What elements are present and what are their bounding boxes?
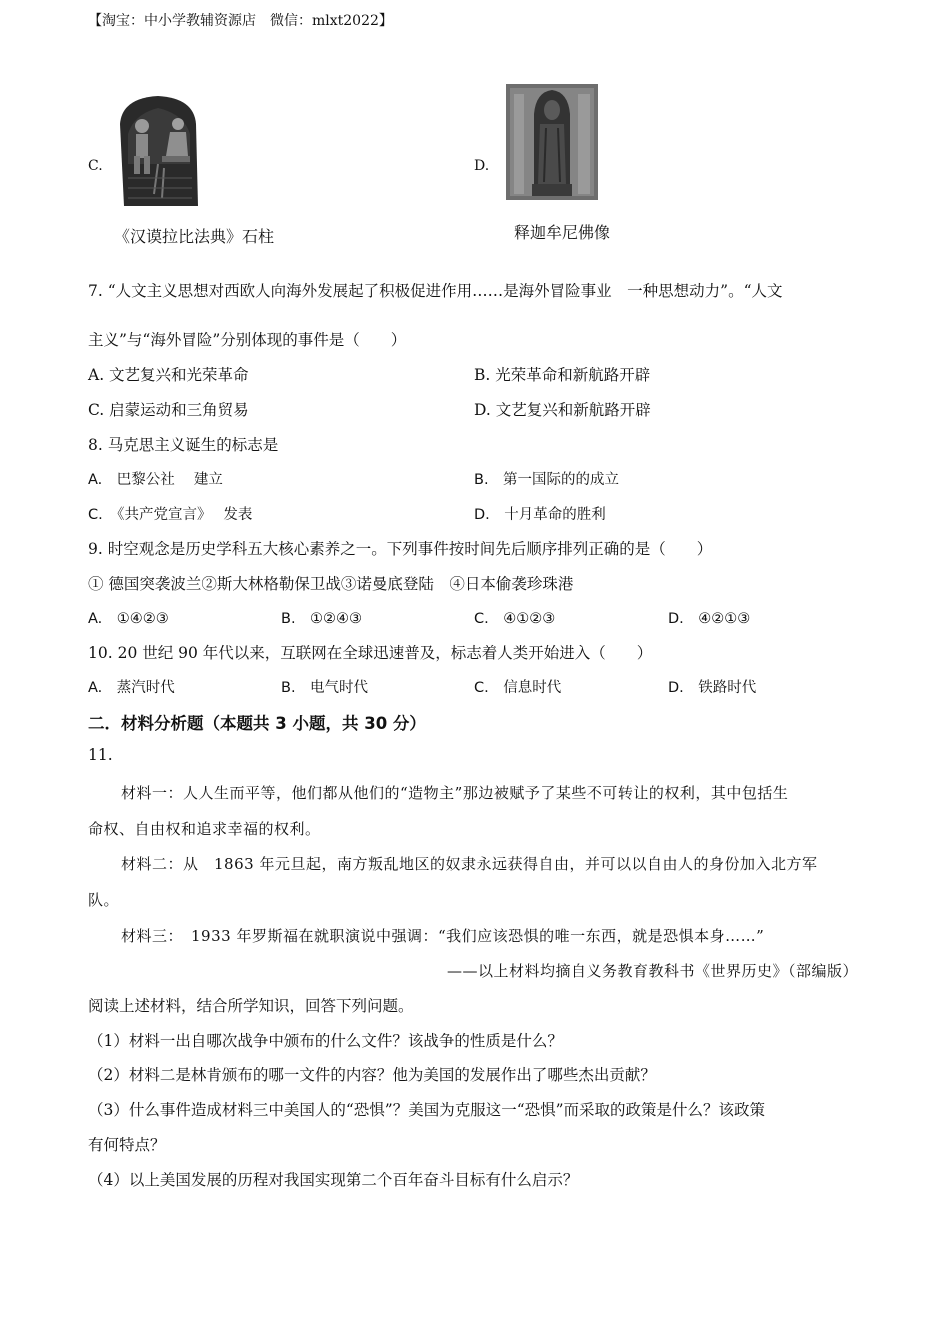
q8-option-c: C. 《共产党宣言》 发表 (88, 507, 253, 523)
sub-question-1: （1）材料一出自哪次战争中颁布的什么文件？该战争的性质是什么？ (88, 1032, 563, 1050)
hammurabi-caption: 《汉谟拉比法典》石柱 (114, 227, 275, 246)
q10-stem: 10. 20 世纪 90 年代以来，互联网在全球迅速普及，标志着人类开始进入（ ） (88, 644, 653, 662)
q8-option-d: D. 十月革命的胜利 (474, 507, 606, 523)
buddha-caption: 释迦牟尼佛像 (514, 223, 611, 242)
q8-option-a: A. 巴黎公社 建立 (88, 472, 223, 488)
q9-option-a: A. ①④②③ (88, 611, 169, 627)
sub-question-2: （2）材料二是林肯颁布的哪一文件的内容？他为美国的发展作出了哪些杰出贡献？ (88, 1066, 656, 1084)
sub-question-3-line2: 有何特点？ (88, 1136, 166, 1154)
q8-option-b: B. 第一国际的的成立 (474, 472, 620, 488)
material1-line1: 材料一：人人生而平等，他们都从他们的“造物主”那边被赋予了某些不可转让的权利，其中包括生 (121, 784, 789, 802)
q8-stem: 8. 马克思主义诞生的标志是 (88, 436, 279, 454)
q7-stem-line1: 7. “人文主义思想对西欧人向海外发展起了积极促进作用……是海外冒险事业 一种思想动力”。“人文 (88, 282, 783, 300)
sub-question-4: （4）以上美国发展的历程对我国实现第二个百年奋斗目标有什么启示？ (88, 1171, 579, 1189)
q7-option-b: B. 光荣革命和新航路开辟 (474, 366, 651, 384)
buddha-statue-image (506, 84, 598, 200)
option-c-label: C. (88, 158, 103, 174)
material2-line2: 队。 (88, 891, 120, 909)
instruction: 阅读上述材料，结合所学知识，回答下列问题。 (88, 997, 414, 1015)
hammurabi-stele-image (114, 94, 202, 206)
q11-number: 11. (88, 746, 113, 764)
q9-events: ① 德国突袭波兰②斯大林格勒保卫战③诺曼底登陆 ④日本偷袭珍珠港 (88, 575, 574, 593)
q10-option-c: C. 信息时代 (474, 680, 562, 696)
q10-option-a: A. 蒸汽时代 (88, 680, 175, 696)
material2-line1: 材料二：从 1863 年元旦起，南方叛乱地区的奴隶永远获得自由，并可以以自由人的身份加入北方军 (121, 855, 818, 873)
q9-option-b: B. ①②④③ (281, 611, 363, 627)
material3: 材料三： 1933 年罗斯福在就职演说中强调：“我们应该恐惧的唯一东西，就是恐惧本身……” (121, 927, 765, 945)
q9-stem: 9. 时空观念是历史学科五大核心素养之一。下列事件按时间先后顺序排列正确的是（ ） (88, 540, 713, 558)
option-d-label: D. (474, 158, 490, 174)
q7-option-d: D. 文艺复兴和新航路开辟 (474, 401, 651, 419)
q10-option-b: B. 电气时代 (281, 680, 369, 696)
page-header: 【淘宝：中小学教辅资源店 微信：mlxt2022】 (88, 13, 393, 29)
q9-option-d: D. ④②①③ (668, 611, 751, 627)
material-source: ——以上材料均摘自义务教育教科书《世界历史》（部编版） (446, 962, 858, 980)
q10-option-d: D. 铁路时代 (668, 680, 757, 696)
section-title: 二．材料分析题（本题共 3 小题，共 30 分） (88, 714, 426, 733)
q7-stem-line2: 主义”与“海外冒险”分别体现的事件是（ ） (88, 331, 407, 349)
q7-option-a: A. 文艺复兴和光荣革命 (88, 366, 249, 384)
q7-option-c: C. 启蒙运动和三角贸易 (88, 401, 249, 419)
sub-question-3-line1: （3）什么事件造成材料三中美国人的“恐惧”？美国为克服这一“恐惧”而采取的政策是什么？该政策 (88, 1101, 766, 1119)
q9-option-c: C. ④①②③ (474, 611, 556, 627)
material1-line2: 命权、自由权和追求幸福的权利。 (88, 820, 321, 838)
